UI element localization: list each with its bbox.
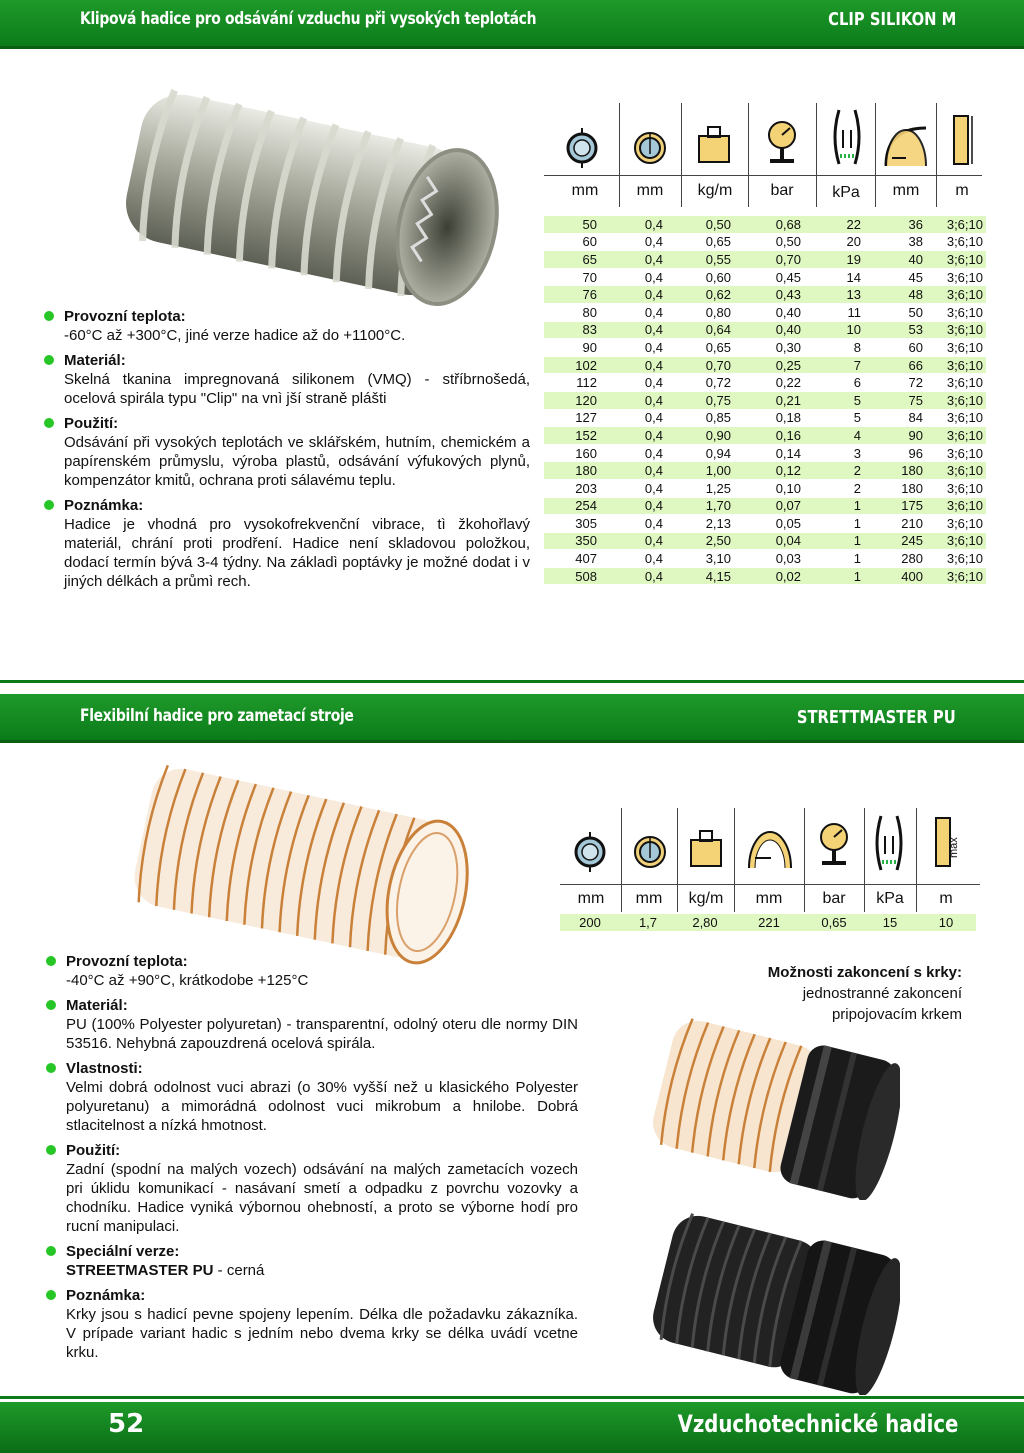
section2-description [66, 952, 578, 1368]
table-cell: 72 [864, 374, 926, 392]
length-icon [950, 112, 974, 168]
table-row [544, 567, 986, 585]
table-cell: 0,4 [600, 550, 666, 568]
table-cell: 11 [804, 303, 864, 321]
table-cell: 3;6;10 [926, 427, 986, 445]
table-row [560, 914, 976, 931]
table-cell: 0,4 [600, 462, 666, 480]
table-row [544, 409, 986, 427]
table-cell: 3,10 [666, 550, 734, 568]
table-cell: 0,72 [666, 374, 734, 392]
black-hose-with-cuff-image [640, 1205, 900, 1395]
table-cell: 53 [864, 321, 926, 339]
table-cell: 0,65 [666, 339, 734, 357]
unit-label: mm [635, 890, 663, 907]
pressure-gauge-icon [816, 822, 852, 868]
spec-label: Provozní teplota: [64, 307, 530, 326]
table-cell: 0,94 [666, 444, 734, 462]
table-cell: 0,07 [734, 497, 804, 515]
table-cell: 2,13 [666, 515, 734, 533]
table-cell: 90 [544, 339, 600, 357]
section2-product-name: STRETTMASTER PU [797, 707, 956, 728]
table-cell: 0,22 [734, 374, 804, 392]
table-cell: 2,80 [676, 914, 734, 931]
table-row [544, 268, 986, 286]
spec-label: Materiál: [66, 996, 578, 1015]
table-cell: 0,4 [600, 268, 666, 286]
table-cell: 3;6;10 [926, 321, 986, 339]
table-cell: 1,25 [666, 479, 734, 497]
table-cell: 70 [544, 268, 600, 286]
table-cell: 0,04 [734, 532, 804, 550]
table-cell: 0,70 [666, 356, 734, 374]
pu-hose-image [120, 765, 480, 965]
table-cell: 0,02 [734, 567, 804, 585]
table-cell: 80 [544, 303, 600, 321]
table-cell: 3;6;10 [926, 479, 986, 497]
table-cell: 0,85 [666, 409, 734, 427]
table-row [544, 427, 986, 445]
table-row [544, 356, 986, 374]
section1-spec-table [544, 216, 986, 585]
table-cell: 10 [916, 914, 976, 931]
table-cell: 0,68 [734, 216, 804, 233]
table-row [544, 444, 986, 462]
table-cell: 0,40 [734, 303, 804, 321]
spec-text: Zadní (spodní na malých vozech) odsávání na malých zametacích vozech pri úklidu komunikací - nasávaní smetí a odpadku z povrchu vozovky a chodníku. Hadice vyniká výbornou ohebností, a proto se výborne hodí pro rucní manipulaci. [66, 1161, 578, 1235]
spec-text: Velmi dobrá odolnost vuci abrazi (o 30% vyšší než u klasického Polyester polyuretanu) a mimorádná odolnost vuci mikrobum a hnilobe. Dobrá stlacitelnost a nízká hmotnost. [66, 1079, 578, 1134]
table-cell: 3;6;10 [926, 567, 986, 585]
table-cell: 0,4 [600, 321, 666, 339]
unit-label: kg/m [697, 182, 733, 199]
table-cell: 1,00 [666, 462, 734, 480]
table-cell: 96 [864, 444, 926, 462]
table-cell: 0,80 [666, 303, 734, 321]
table-row [544, 497, 986, 515]
table-cell: 3;6;10 [926, 356, 986, 374]
table-cell: 0,4 [600, 286, 666, 304]
table-cell: 75 [864, 391, 926, 409]
table-cell: 3;6;10 [926, 216, 986, 233]
table-cell: 3;6;10 [926, 391, 986, 409]
cuff-options-title: Možnosti zakoncení s krky: [767, 964, 962, 981]
table-cell: 1 [804, 532, 864, 550]
table-cell: 0,21 [734, 391, 804, 409]
section1-title: Klipová hadice pro odsávání vzduchu při vysokých teplotách [80, 9, 537, 29]
table-cell: 0,25 [734, 356, 804, 374]
table-cell: 0,40 [734, 321, 804, 339]
spec-label: Provozní teplota: [66, 952, 578, 971]
table-cell: 1,70 [666, 497, 734, 515]
section1-description [64, 307, 530, 597]
spec-text: -60°C až +300°C, jiné verze hadice až do +1100°C. [64, 327, 406, 344]
table-cell: 65 [544, 251, 600, 269]
spec-text: -40°C až +90°C, krátkodobe +125°C [66, 972, 309, 989]
table-cell: 0,12 [734, 462, 804, 480]
table-cell: 83 [544, 321, 600, 339]
table-cell: 3 [804, 444, 864, 462]
table-cell: 0,64 [666, 321, 734, 339]
cuff-options-line2: pripojovacím krkem [831, 1006, 962, 1023]
table-cell: 0,4 [600, 356, 666, 374]
weight-icon [688, 828, 724, 868]
inner-diameter-icon [572, 832, 608, 872]
unit-label: mm [577, 890, 605, 907]
table-cell: 0,4 [600, 409, 666, 427]
weight-icon [696, 124, 732, 164]
spec-text: PU (100% Polyester polyuretan) - transparentní, odolný oteru dle normy DIN 53516. Nehybná zapouzdrená ocelová spirála. [66, 1016, 578, 1052]
table-cell: 0,05 [734, 515, 804, 533]
table-cell: 0,4 [600, 374, 666, 392]
table-row [544, 339, 986, 357]
table-cell: 38 [864, 233, 926, 251]
table-cell: 2 [804, 462, 864, 480]
table-row [544, 233, 986, 251]
unit-label: m [939, 890, 953, 907]
table-cell: 0,4 [600, 233, 666, 251]
table-cell: 13 [804, 286, 864, 304]
table-cell: 175 [864, 497, 926, 515]
table-cell: 76 [544, 286, 600, 304]
table-cell: 19 [804, 251, 864, 269]
table-cell: 1 [804, 515, 864, 533]
transparent-hose-with-cuff-image [640, 1010, 900, 1200]
table-cell: 0,70 [734, 251, 804, 269]
table-cell: 0,4 [600, 251, 666, 269]
bend-radius-icon [745, 826, 795, 870]
table-cell: 3;6;10 [926, 409, 986, 427]
table-row [544, 286, 986, 304]
table-cell: 350 [544, 532, 600, 550]
special-version-name: STREETMASTER PU [66, 1262, 214, 1279]
table-cell: 0,4 [600, 567, 666, 585]
page-footer [0, 1402, 1024, 1453]
table-cell: 245 [864, 532, 926, 550]
spec-label: Speciální verze: [66, 1242, 578, 1261]
table-cell: 22 [804, 216, 864, 233]
unit-label: mm [892, 182, 920, 199]
table-cell: 3;6;10 [926, 339, 986, 357]
table-cell: 508 [544, 567, 600, 585]
table-cell: 210 [864, 515, 926, 533]
table-cell: 0,62 [666, 286, 734, 304]
table-cell: 10 [804, 321, 864, 339]
table-cell: 0,16 [734, 427, 804, 445]
table-row [544, 303, 986, 321]
table-row [544, 391, 986, 409]
table-cell: 3;6;10 [926, 532, 986, 550]
table-cell: 45 [864, 268, 926, 286]
section2-title: Flexibilní hadice pro zametací stroje [80, 706, 354, 726]
wall-thickness-icon [632, 832, 668, 872]
spec-label: Použití: [66, 1141, 578, 1160]
spec-label: Poznámka: [64, 496, 530, 515]
bend-radius-icon [882, 124, 930, 168]
unit-label: bar [770, 182, 794, 199]
table-row [544, 479, 986, 497]
table-cell: 0,55 [666, 251, 734, 269]
unit-label: kPa [832, 184, 860, 201]
spec-label: Použití: [64, 414, 530, 433]
table-cell: 200 [560, 914, 620, 931]
table-cell: 84 [864, 409, 926, 427]
table-cell: 20 [804, 233, 864, 251]
table-row [544, 216, 986, 233]
table-cell: 0,03 [734, 550, 804, 568]
table-cell: 0,4 [600, 303, 666, 321]
section2-spec-table [560, 914, 976, 932]
page-number: 52 [108, 1409, 145, 1439]
table-row [544, 374, 986, 392]
table-cell: 0,4 [600, 497, 666, 515]
table-cell: 0,75 [666, 391, 734, 409]
table-cell: 0,4 [600, 339, 666, 357]
table-cell: 400 [864, 567, 926, 585]
spec-label: Vlastnosti: [66, 1059, 578, 1078]
table-row [544, 532, 986, 550]
table-cell: 0,4 [600, 515, 666, 533]
spec-text: Krky jsou s hadicí pevne spojeny lepením. Délka dle požadavku zákazníka. V prípade variant hadic s jedním nebo dvema krky se délka uvádí vcetne krku. [66, 1306, 578, 1361]
table-cell: 120 [544, 391, 600, 409]
table-cell: 2 [804, 479, 864, 497]
table-row [544, 550, 986, 568]
table-cell: 3;6;10 [926, 462, 986, 480]
table-cell: 0,60 [666, 268, 734, 286]
spec-label: Materiál: [64, 351, 530, 370]
wall-thickness-icon [632, 128, 668, 168]
table-cell: 1 [804, 567, 864, 585]
table-cell: 280 [864, 550, 926, 568]
unit-label: kg/m [688, 890, 724, 907]
table-row [544, 321, 986, 339]
table-row [544, 515, 986, 533]
unit-label: mm [571, 182, 599, 199]
table-cell: 1 [804, 497, 864, 515]
table-cell: 0,4 [600, 444, 666, 462]
table-cell: 50 [544, 216, 600, 233]
table-cell: 3;6;10 [926, 303, 986, 321]
table-cell: 40 [864, 251, 926, 269]
table-cell: 0,50 [734, 233, 804, 251]
vacuum-icon [872, 814, 906, 872]
table-cell: 0,45 [734, 268, 804, 286]
table-cell: 0,4 [600, 216, 666, 233]
table-cell: 5 [804, 391, 864, 409]
silicone-hose-image [110, 85, 530, 315]
table-cell: 0,30 [734, 339, 804, 357]
table-cell: 407 [544, 550, 600, 568]
spec-text: Skelná tkanina impregnovaná silikonem (VMQ) - stříbrnošedá, ocelová spirála typu "Clip" na vnì jší straně plášti [64, 371, 530, 407]
table-cell: 127 [544, 409, 600, 427]
table-cell: 0,50 [666, 216, 734, 233]
table-cell: 3;6;10 [926, 515, 986, 533]
table-cell: 3;6;10 [926, 268, 986, 286]
spec-text: Odsávání při vysokých teplotách ve sklářském, hutním, chemickém a papírenském průmyslu, výroba plastů, odsávání výfukových plynů, kompenzátor kmitů, ochrana proti sálavému teplu. [64, 434, 530, 489]
table-cell: 36 [864, 216, 926, 233]
table-cell: 254 [544, 497, 600, 515]
table-cell: 0,4 [600, 391, 666, 409]
table-cell: 4 [804, 427, 864, 445]
table-cell: 66 [864, 356, 926, 374]
unit-label: mm [755, 890, 783, 907]
table-cell: 60 [864, 339, 926, 357]
table-cell: 1 [804, 550, 864, 568]
table-cell: 3;6;10 [926, 497, 986, 515]
table-cell: 180 [864, 479, 926, 497]
special-version-suffix: - cerná [213, 1262, 265, 1279]
table-cell: 60 [544, 233, 600, 251]
unit-label: kPa [876, 890, 904, 907]
table-cell: 0,65 [666, 233, 734, 251]
table-cell: 305 [544, 515, 600, 533]
table-cell: 112 [544, 374, 600, 392]
unit-label: bar [822, 890, 846, 907]
table-cell: 160 [544, 444, 600, 462]
table-cell: 7 [804, 356, 864, 374]
table-cell: 180 [864, 462, 926, 480]
table-cell: 0,4 [600, 532, 666, 550]
section1-banner [0, 0, 1024, 49]
table-cell: 4,15 [666, 567, 734, 585]
table-cell: 90 [864, 427, 926, 445]
vacuum-icon [830, 108, 864, 166]
unit-label: mm [636, 182, 664, 199]
unit-label: m [955, 182, 969, 199]
footer-title: Vzduchotechnické hadice [677, 1410, 958, 1438]
pressure-gauge-icon [764, 120, 800, 166]
table-cell: 14 [804, 268, 864, 286]
table-cell: 5 [804, 409, 864, 427]
table-cell: 6 [804, 374, 864, 392]
table-cell: 8 [804, 339, 864, 357]
table-cell: 152 [544, 427, 600, 445]
table-row [544, 251, 986, 269]
table-cell: 2,50 [666, 532, 734, 550]
table-cell: 3;6;10 [926, 286, 986, 304]
table-cell: 0,14 [734, 444, 804, 462]
max-label: max [948, 837, 960, 858]
table-row [544, 462, 986, 480]
table-cell: 0,4 [600, 479, 666, 497]
table-cell: 1,7 [620, 914, 676, 931]
table-cell: 50 [864, 303, 926, 321]
table-cell: 0,4 [600, 427, 666, 445]
table-cell: 48 [864, 286, 926, 304]
table-cell: 3;6;10 [926, 444, 986, 462]
table-cell: 3;6;10 [926, 251, 986, 269]
section2-banner [0, 694, 1024, 743]
table-cell: 0,10 [734, 479, 804, 497]
cuff-options-line1: jednostranné zakoncení [802, 985, 962, 1002]
table-cell: 221 [734, 914, 804, 931]
table-cell: 15 [864, 914, 916, 931]
table-cell: 0,65 [804, 914, 864, 931]
table-cell: 102 [544, 356, 600, 374]
table-cell: 180 [544, 462, 600, 480]
spec-label: Poznámka: [66, 1286, 578, 1305]
table-cell: 0,43 [734, 286, 804, 304]
table-cell: 203 [544, 479, 600, 497]
table-cell: 0,18 [734, 409, 804, 427]
spec-text-special [66, 1261, 578, 1280]
table-cell: 0,90 [666, 427, 734, 445]
table-cell: 3;6;10 [926, 233, 986, 251]
spec-text: Hadice je vhodná pro vysokofrekvenční vibrace, tì žkohořlavý materiál, chrání proti prodření. Hadice není skladovou položkou, dodací termín bývá 3-4 týdny. Na základì poptávky je možné dodat i v jiných délkách a průmì rech. [64, 516, 530, 590]
section1-product-name: CLIP SILIKON M [827, 9, 956, 30]
table-cell: 3;6;10 [926, 374, 986, 392]
table-cell: 3;6;10 [926, 550, 986, 568]
inner-diameter-icon [564, 128, 600, 168]
